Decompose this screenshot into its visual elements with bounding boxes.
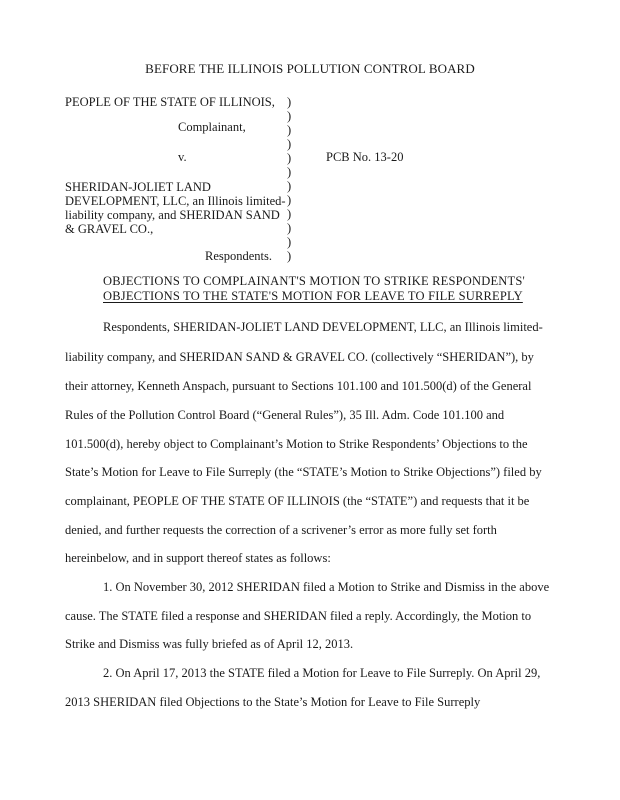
caption-paren: ) [287, 249, 292, 263]
caption-paren: ) [287, 137, 292, 151]
caption-paren: ) [287, 221, 292, 235]
board-header: BEFORE THE ILLINOIS POLLUTION CONTROL BOARD [145, 61, 475, 76]
body-line: 2013 SHERIDAN filed Objections to the State’s Motion for Leave to File Surreply [65, 695, 481, 709]
complainant-name: PEOPLE OF THE STATE OF ILLINOIS, [65, 95, 275, 109]
body-line: cause. The STATE filed a response and SHERIDAN filed a reply. Accordingly, the Motion to [65, 609, 532, 623]
case-number: PCB No. 13-20 [326, 150, 404, 164]
body-line: denied, and further requests the correction of a scrivener’s error as more fully set forth [65, 523, 497, 537]
body-line: 2. On April 17, 2013 the STATE filed a Motion for Leave to File Surreply. On April 29, [103, 666, 541, 680]
document-title-line-2: OBJECTIONS TO THE STATE'S MOTION FOR LEAVE TO FILE SURREPLY [103, 289, 523, 303]
caption-paren: ) [287, 207, 292, 221]
caption-paren: ) [287, 151, 292, 165]
respondent-role: Respondents. [205, 249, 273, 263]
caption-paren: ) [287, 235, 292, 249]
respondent-line: DEVELOPMENT, LLC, an Illinois limited- [65, 194, 286, 208]
body-line: State’s Motion for Leave to File Surreply (the “STATE’s Motion to Strike Objections”) filed by [65, 465, 542, 479]
body-line: Respondents, SHERIDAN-JOLIET LAND DEVELOPMENT, LLC, an Illinois limited- [103, 320, 543, 334]
body-line: 101.500(d), hereby object to Complainant’s Motion to Strike Respondents’ Objections to the [65, 437, 528, 451]
caption-paren: ) [287, 95, 292, 109]
caption-paren: ) [287, 109, 292, 123]
caption-paren: ) [287, 123, 292, 137]
respondent-line: & GRAVEL CO., [65, 222, 154, 236]
respondent-line: SHERIDAN-JOLIET LAND [65, 180, 211, 194]
body-line: Rules of the Pollution Control Board (“General Rules”), 35 Ill. Adm. Code 101.100 and [65, 408, 505, 422]
body-line: liability company, and SHERIDAN SAND & GRAVEL CO. (collectively “SHERIDAN”), by [65, 350, 534, 364]
caption-paren: ) [287, 179, 292, 193]
body-line: hereinbelow, and in support thereof states as follows: [65, 551, 331, 565]
body-line: Strike and Dismiss was fully briefed as of April 12, 2013. [65, 637, 354, 651]
caption-paren: ) [287, 165, 292, 179]
body-line: complainant, PEOPLE OF THE STATE OF ILLINOIS (the “STATE”) and requests that it be [65, 494, 530, 508]
respondent-line: liability company, and SHERIDAN SAND [65, 208, 280, 222]
versus: v. [178, 150, 187, 164]
body-line: 1. On November 30, 2012 SHERIDAN filed a Motion to Strike and Dismiss in the above [103, 580, 550, 594]
body-line: their attorney, Kenneth Anspach, pursuant to Sections 101.100 and 101.500(d) of the General [65, 379, 532, 393]
caption-paren: ) [287, 193, 292, 207]
complainant-role: Complainant, [178, 120, 246, 134]
document-title-line-1: OBJECTIONS TO COMPLAINANT'S MOTION TO STRIKE RESPONDENTS' [103, 274, 525, 288]
